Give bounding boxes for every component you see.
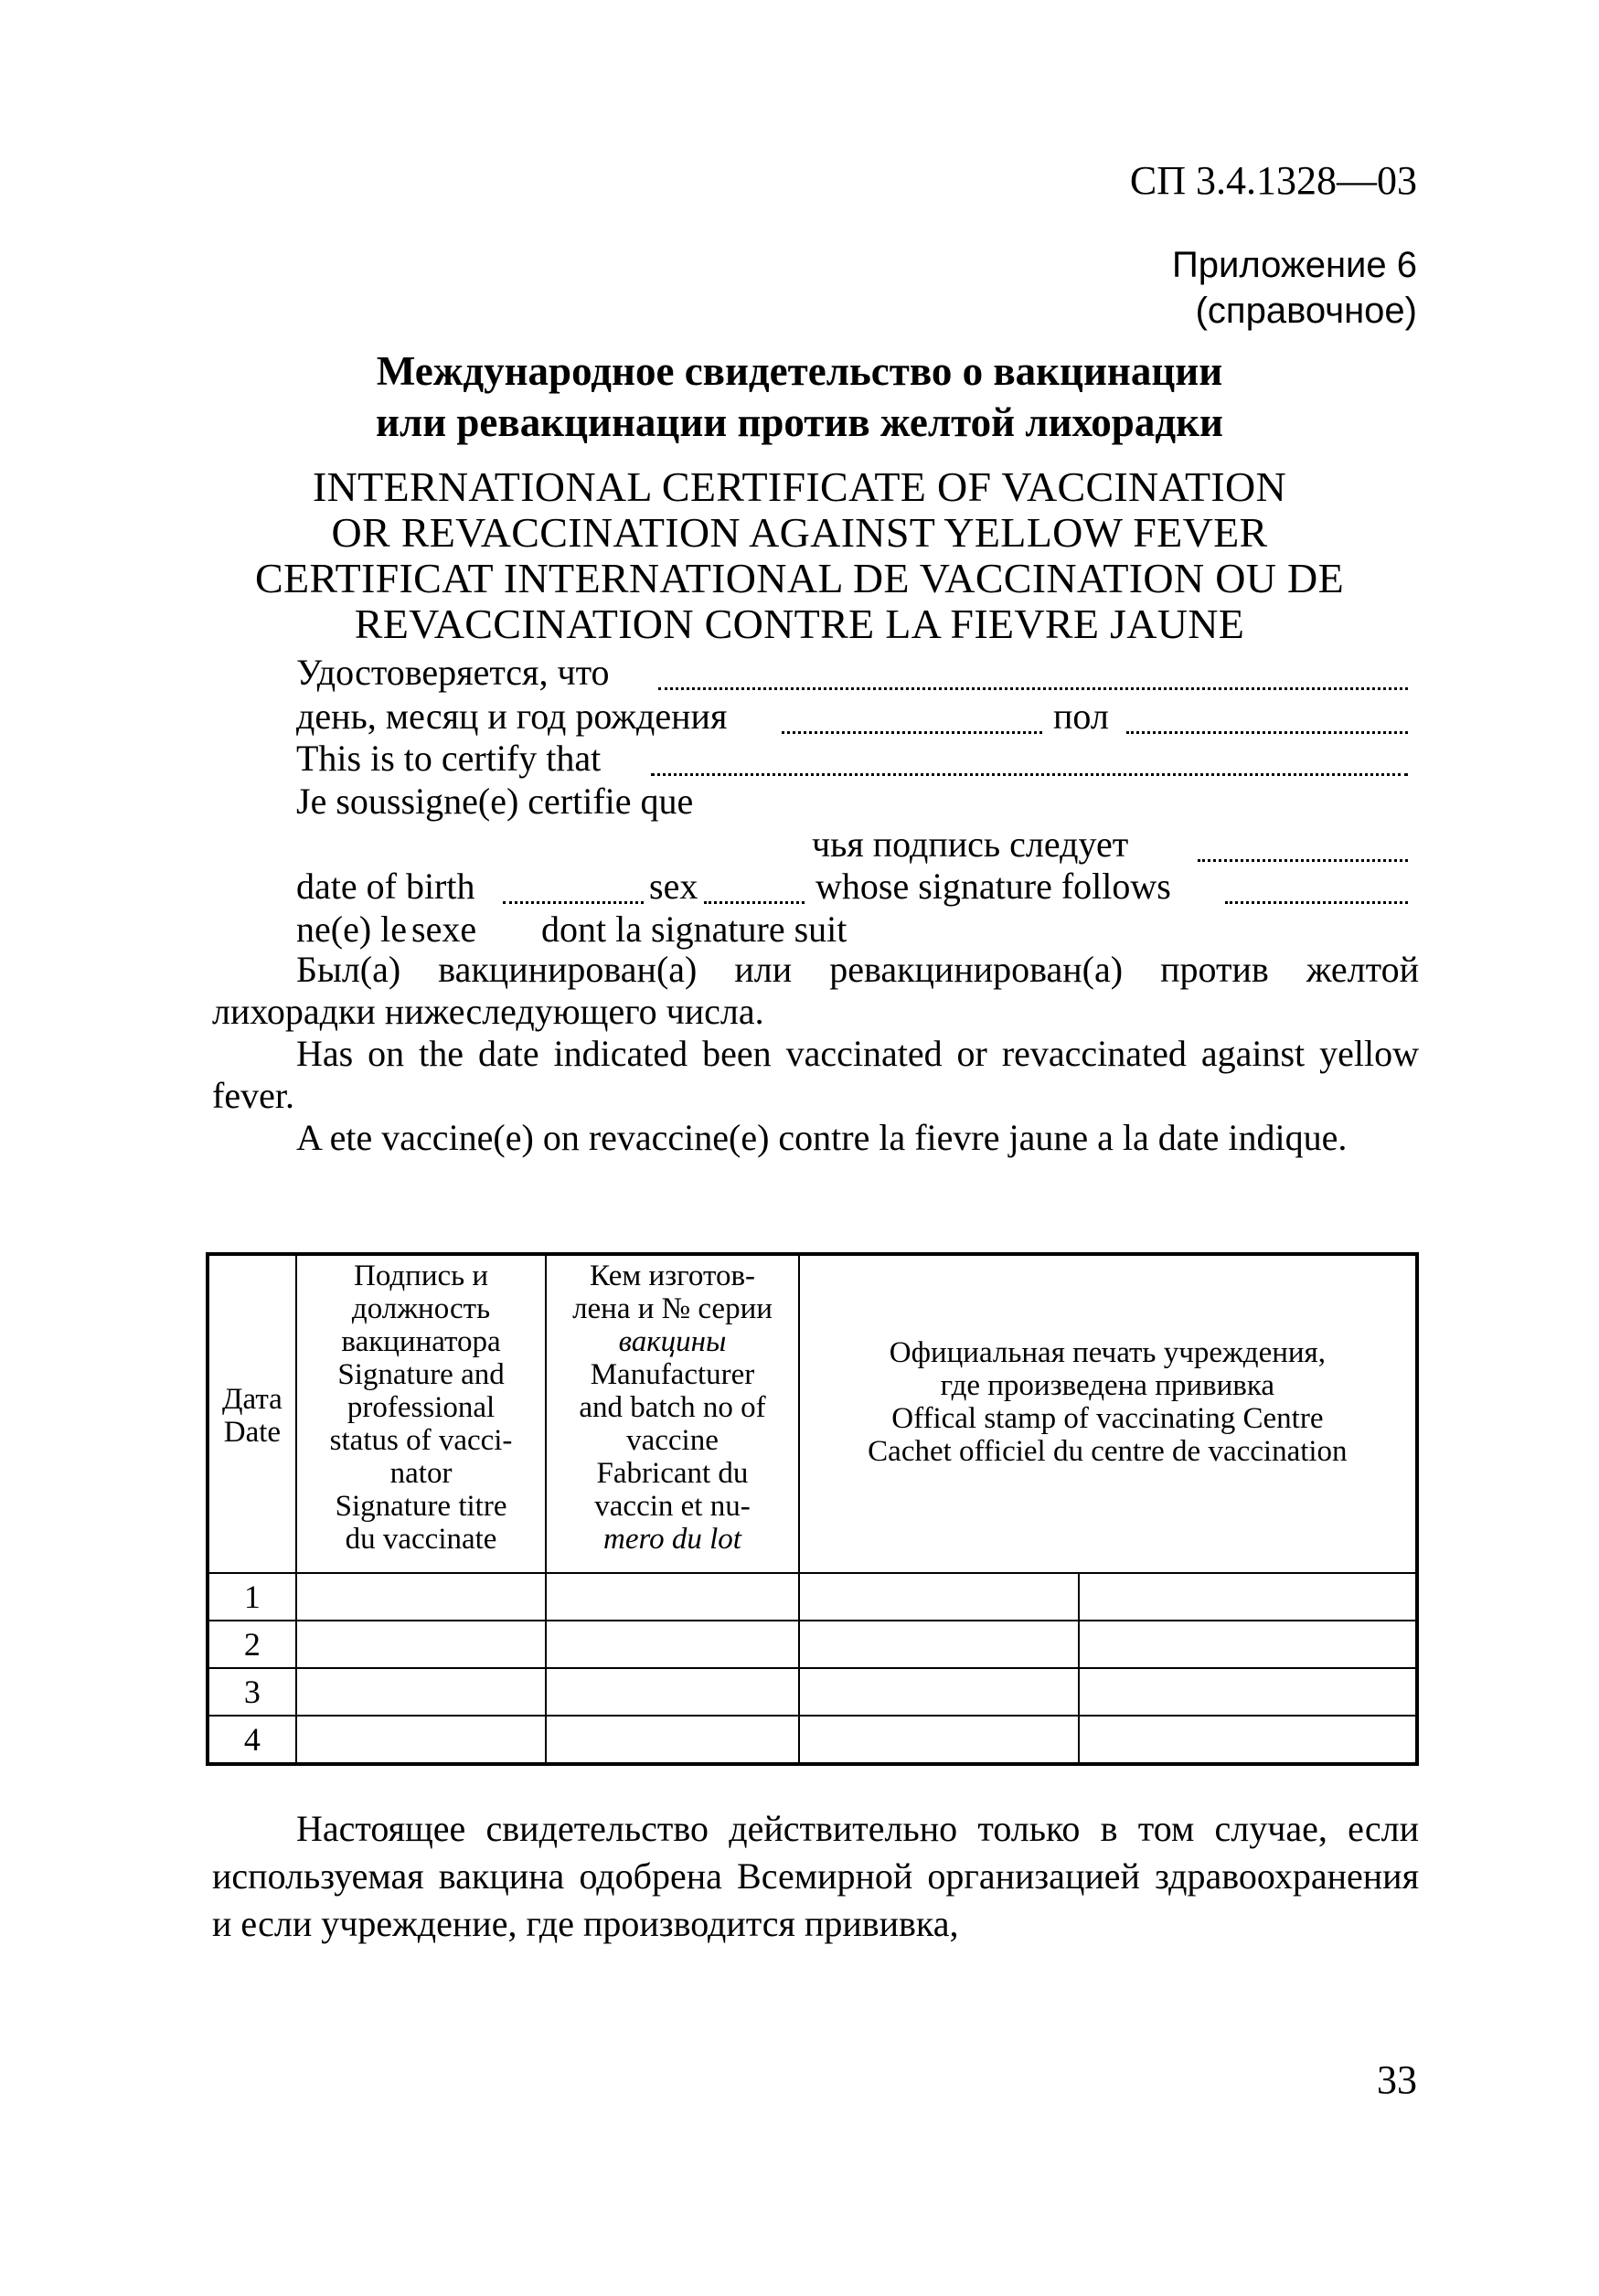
appendix-type: (справочное) bbox=[1195, 291, 1417, 331]
header-signature-en-2: professional bbox=[346, 1391, 496, 1424]
header-signature-fr-2: du vaccinate bbox=[345, 1523, 497, 1556]
statement-en: Has on the date indicated been vaccinated or revaccinated against yellow fever. bbox=[212, 1033, 1419, 1116]
stamp-cell-right[interactable] bbox=[1079, 1621, 1417, 1668]
dob-field-en[interactable] bbox=[503, 901, 644, 904]
stamp-cell-left[interactable] bbox=[799, 1621, 1080, 1668]
header-manufacturer-ru-2: лена и № серии bbox=[572, 1292, 773, 1325]
header-date-ru: Дата bbox=[222, 1383, 282, 1416]
title-russian-line-2: или ревакцинации против желтой лихорадки bbox=[376, 399, 1223, 445]
table-header-row bbox=[208, 1254, 1417, 1573]
header-manufacturer bbox=[546, 1254, 798, 1573]
signature-label-en: whose signature follows bbox=[815, 866, 1171, 907]
table-row bbox=[208, 1621, 1417, 1668]
title-french-line-2: REVACCINATION CONTRE LA FIEVRE JAUNE bbox=[354, 601, 1245, 647]
header-date bbox=[208, 1254, 296, 1573]
header-manufacturer-ru-3: вакцины bbox=[618, 1325, 727, 1358]
title-english-line-1: INTERNATIONAL CERTIFICATE OF VACCINATION bbox=[312, 463, 1287, 510]
header-manufacturer-en-2: and batch no of bbox=[579, 1391, 766, 1424]
signature-field-en[interactable] bbox=[1225, 901, 1408, 904]
signature-cell[interactable] bbox=[296, 1573, 546, 1621]
stamp-cell-left[interactable] bbox=[799, 1668, 1080, 1716]
table-row bbox=[208, 1716, 1417, 1764]
birth-field-ru[interactable] bbox=[782, 731, 1042, 734]
appendix-label: Приложение 6 bbox=[1172, 245, 1417, 285]
header-stamp-ru-2: где произведена прививка bbox=[940, 1369, 1275, 1402]
document-code: СП 3.4.1328—03 bbox=[1129, 158, 1417, 203]
header-signature-ru-1: Подпись и bbox=[353, 1260, 489, 1292]
row-number: 3 bbox=[208, 1668, 296, 1716]
statement-fr: A ete vaccine(e) on revaccine(e) contre la fievre jaune a la date indique. bbox=[296, 1117, 1348, 1158]
title-french-line-1: CERTIFICAT INTERNATIONAL DE VACCINATION OU DE bbox=[255, 555, 1344, 601]
sex-label-ru: пол bbox=[1053, 696, 1109, 737]
sex-field-ru[interactable] bbox=[1126, 731, 1408, 734]
sex-label-en: sex bbox=[649, 866, 698, 907]
signature-cell[interactable] bbox=[296, 1621, 546, 1668]
table-row bbox=[208, 1668, 1417, 1716]
title-english-line-2: OR REVACCINATION AGAINST YELLOW FEVER bbox=[331, 509, 1268, 556]
vaccination-record-table bbox=[206, 1252, 1419, 1766]
header-stamp-en: Offical stamp of vaccinating Centre bbox=[891, 1402, 1324, 1435]
manufacturer-cell[interactable] bbox=[546, 1621, 798, 1668]
name-field-en[interactable] bbox=[651, 773, 1408, 776]
name-field-ru[interactable] bbox=[658, 687, 1408, 690]
row-number: 2 bbox=[208, 1621, 296, 1668]
signature-cell[interactable] bbox=[296, 1716, 546, 1764]
stamp-cell-right[interactable] bbox=[1079, 1668, 1417, 1716]
certify-label-fr: Je soussigne(e) certifie que bbox=[296, 781, 694, 822]
header-manufacturer-fr-1: Fabricant du bbox=[596, 1457, 749, 1490]
dob-label-en: date of birth bbox=[296, 866, 475, 907]
header-signature-fr-1: Signature titre bbox=[335, 1490, 507, 1523]
dob-label-fr: ne(e) le bbox=[296, 909, 408, 950]
row-number: 1 bbox=[208, 1573, 296, 1621]
stamp-cell-right[interactable] bbox=[1079, 1716, 1417, 1764]
header-manufacturer-fr-2: vaccin et nu- bbox=[594, 1490, 751, 1523]
header-manufacturer-ru-1: Кем изготов- bbox=[589, 1260, 756, 1292]
certify-label-en: This is to certify that bbox=[296, 738, 602, 779]
header-signature-ru-3: вакцинатора bbox=[341, 1325, 501, 1358]
manufacturer-cell[interactable] bbox=[546, 1716, 798, 1764]
header-signature-en-1: Signature and bbox=[337, 1358, 505, 1391]
table-row bbox=[208, 1573, 1417, 1621]
header-manufacturer-en-1: Manufacturer bbox=[590, 1358, 755, 1391]
title-russian-line-1: Международное свидетельство о вакцинации bbox=[376, 348, 1223, 394]
header-manufacturer-en-3: vaccine bbox=[626, 1424, 719, 1457]
validity-paragraph: Настоящее свидетельство действительно только в том случае, если используемая вакцина одобрена Всемирной организацией здравоохранения и если учреждение, где производится прививка, bbox=[212, 1808, 1419, 1944]
certify-label-ru: Удостоверяется, что bbox=[296, 652, 610, 693]
page-number: 33 bbox=[1377, 2057, 1417, 2102]
signature-field-ru[interactable] bbox=[1198, 859, 1408, 862]
signature-cell[interactable] bbox=[296, 1668, 546, 1716]
stamp-cell-left[interactable] bbox=[799, 1716, 1080, 1764]
stamp-cell-right[interactable] bbox=[1079, 1573, 1417, 1621]
statement-ru: Был(а) вакцинирован(а) или ревакцинирован(а) против желтой лихорадки нижеследующего числа. bbox=[212, 949, 1419, 1032]
manufacturer-cell[interactable] bbox=[546, 1668, 798, 1716]
header-signature-en-3: status of vacci- bbox=[329, 1424, 513, 1457]
header-stamp-fr: Cachet officiel du centre de vaccination bbox=[868, 1435, 1348, 1468]
header-signature-ru-2: должность bbox=[351, 1292, 491, 1325]
header-stamp bbox=[799, 1254, 1417, 1573]
header-signature bbox=[296, 1254, 546, 1573]
header-stamp-ru-1: Официальная печать учреждения, bbox=[889, 1336, 1326, 1369]
header-date-en: Date bbox=[223, 1416, 282, 1449]
header-signature-en-4: nator bbox=[389, 1457, 453, 1490]
row-number: 4 bbox=[208, 1716, 296, 1764]
sex-label-fr: sexe bbox=[411, 909, 477, 950]
birth-label-ru: день, месяц и год рождения bbox=[296, 696, 728, 737]
signature-label-fr: dont la signature suit bbox=[541, 909, 847, 950]
manufacturer-cell[interactable] bbox=[546, 1573, 798, 1621]
header-manufacturer-fr-3: mero du lot bbox=[603, 1523, 741, 1556]
signature-label-ru: чья подпись следует bbox=[812, 824, 1129, 865]
stamp-cell-left[interactable] bbox=[799, 1573, 1080, 1621]
sex-field-en[interactable] bbox=[704, 901, 805, 904]
